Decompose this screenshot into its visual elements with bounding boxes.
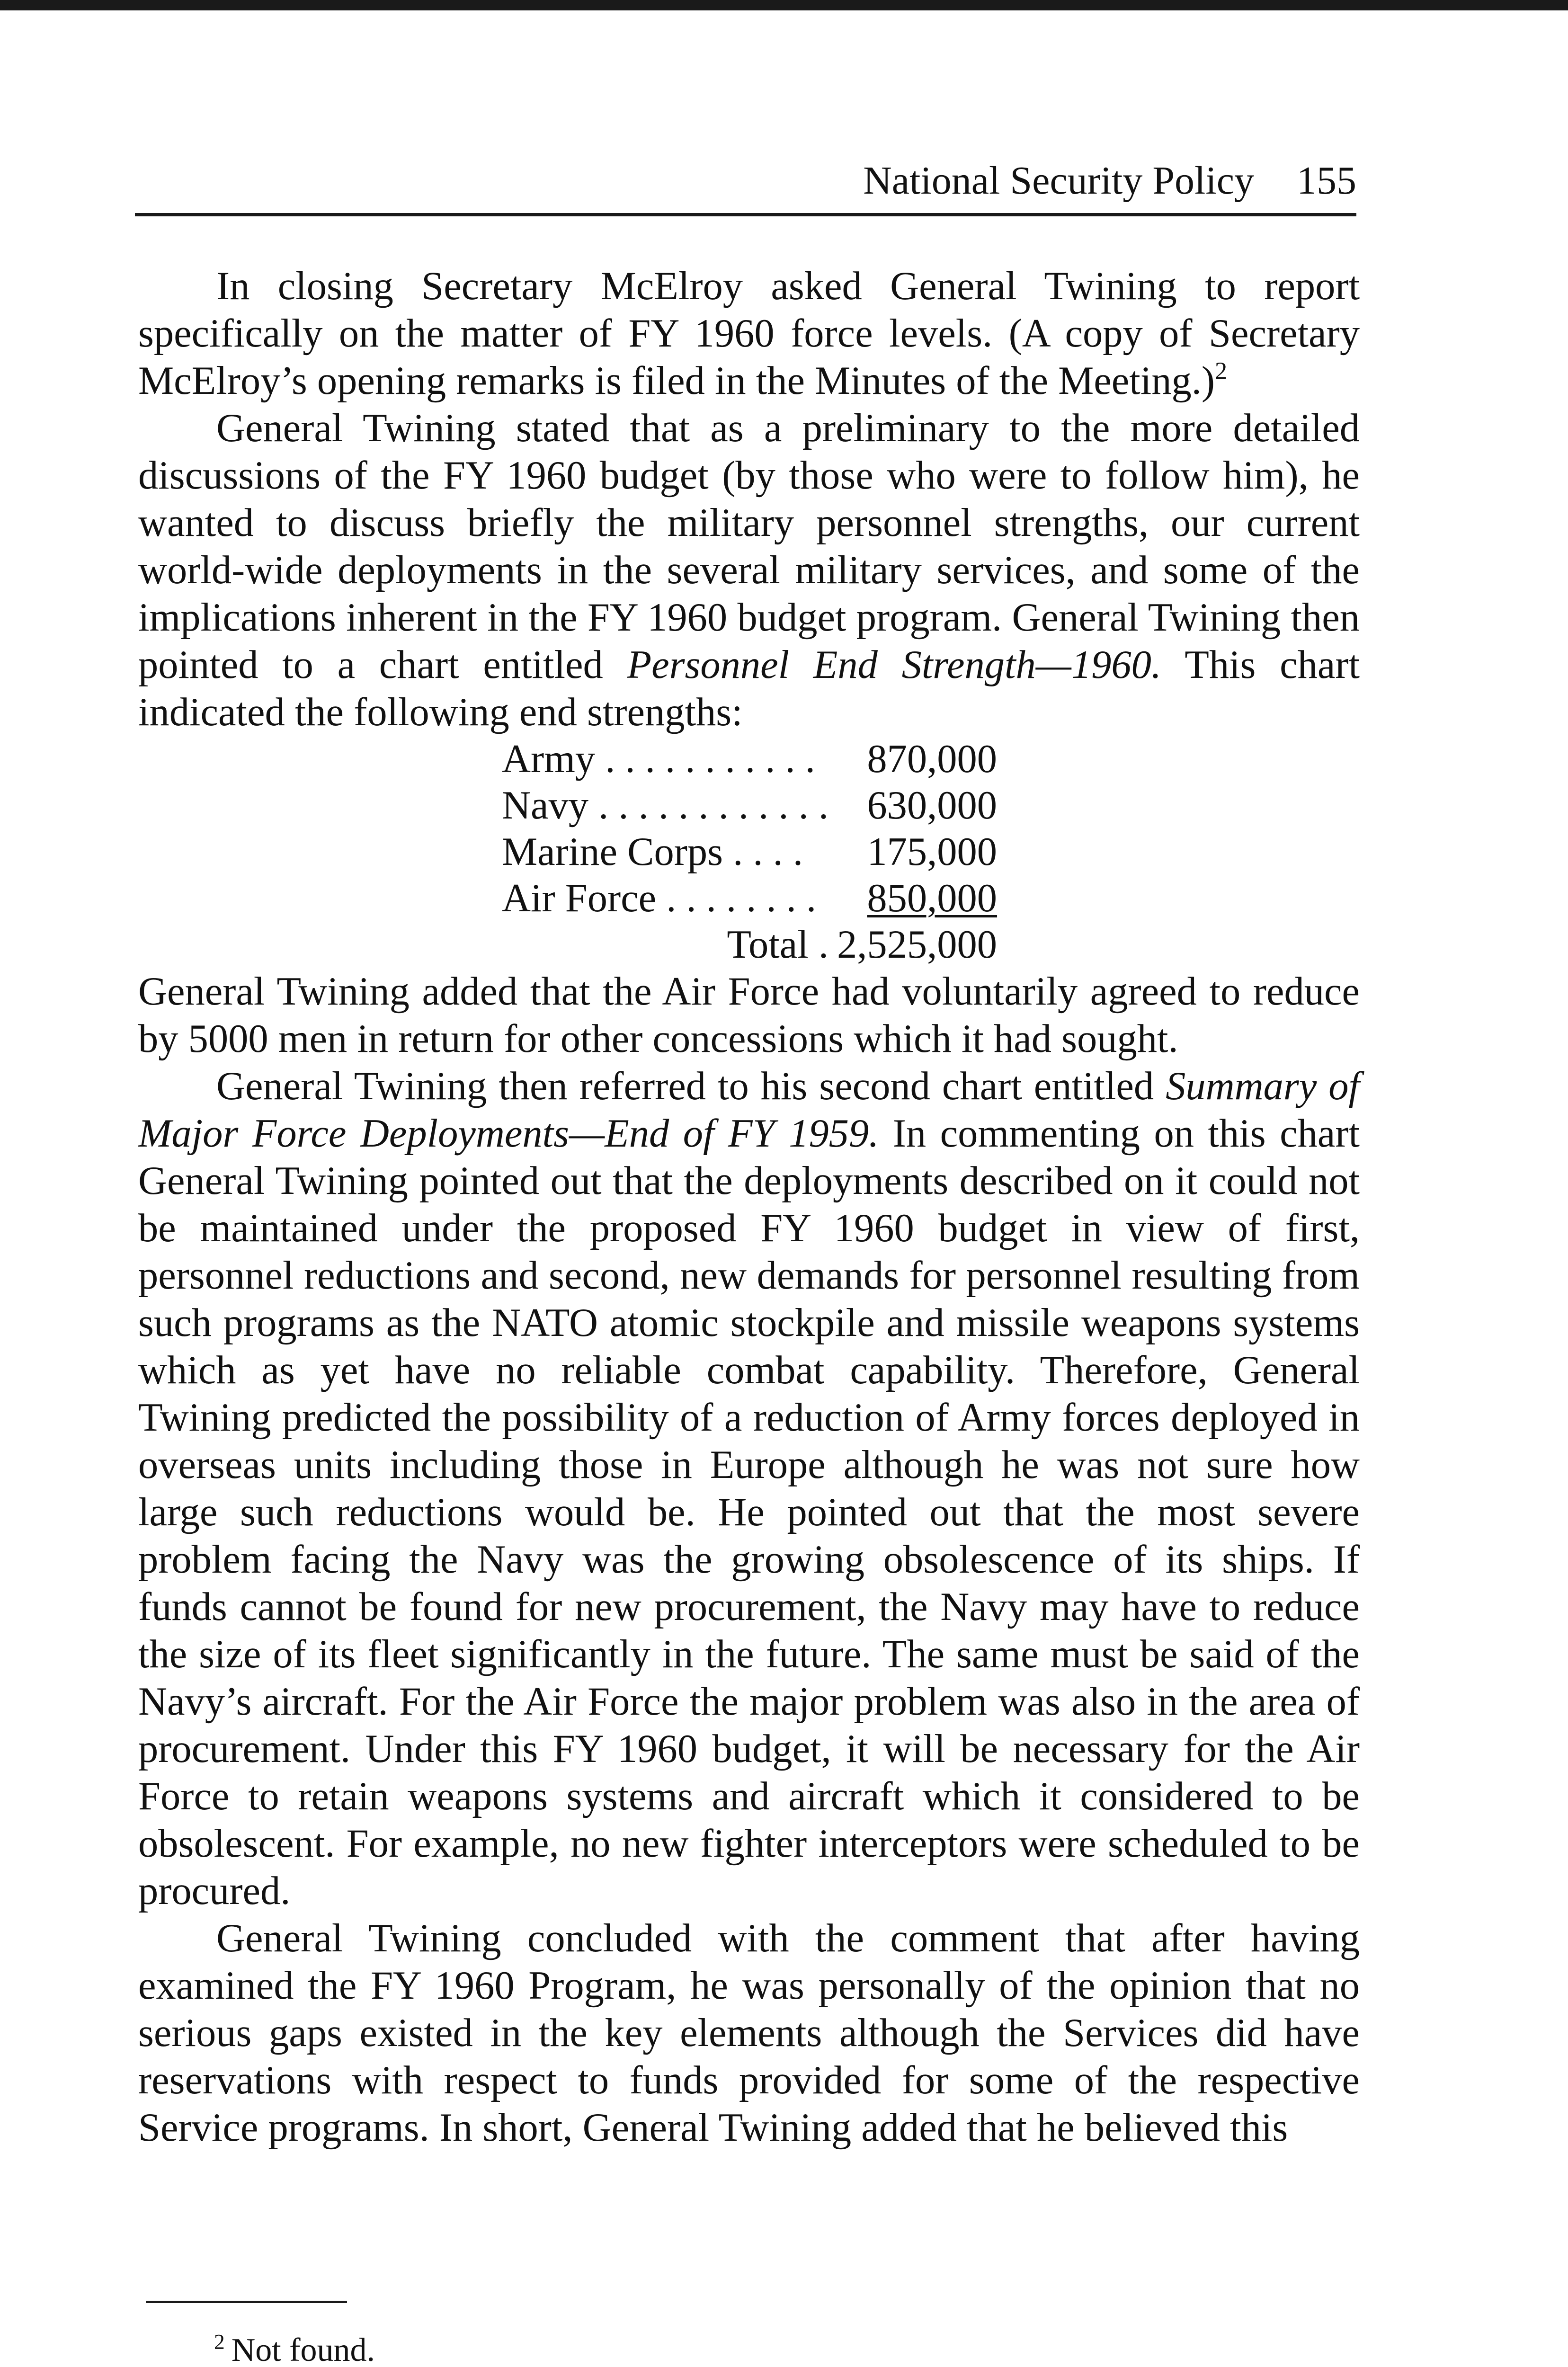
paragraph-force-deployments [138, 1063, 1360, 1915]
service-label [502, 829, 829, 875]
paragraph-text: General Twining stated that as a preliminary to the more detailed discussions of the FY 1960 budget (by those who were to follow him), he wanted to discuss briefly the military personnel strengths, our current world-wide deployments in the several military services, and some of the implications inherent in the FY 1960 budget program. General Twining then pointed to a chart entitled [138, 406, 1360, 687]
table-row [502, 783, 997, 829]
service-name: Navy [502, 783, 589, 828]
paragraph-text: This chart indicated the following end strengths: [138, 643, 1360, 734]
strength-value [829, 875, 997, 922]
running-title: National Security Policy [863, 159, 1254, 203]
dot-leader: . . . . . . . . . . . [595, 737, 815, 781]
footnote-rule [146, 2301, 347, 2303]
service-label [502, 783, 829, 829]
paragraph-closing-remarks [138, 263, 1360, 405]
page-body [138, 263, 1360, 2152]
page-number: 155 [1297, 159, 1356, 203]
chart-title-deployments: Summary of Major Force Deployments—End of FY 1959. [138, 1064, 1360, 1156]
paragraph-text: General Twining then referred to his second chart entitled [216, 1064, 1166, 1108]
table-row [502, 829, 997, 875]
end-strength-table [502, 736, 997, 968]
footnote-reference: 2 [1215, 357, 1228, 385]
strength-value: 175,000 [867, 830, 998, 874]
running-header [135, 151, 1356, 216]
service-name: Marine Corps [502, 830, 723, 874]
service-label [502, 736, 829, 783]
footnote-number: 2 [214, 2329, 225, 2354]
footnote [214, 2329, 375, 2367]
table-row [502, 875, 997, 922]
underlined-value: 850,000 [867, 876, 998, 920]
paragraph-twining-statement [138, 405, 1360, 736]
header-text [863, 161, 1356, 201]
top-edge-rule [0, 0, 1568, 10]
service-name: Air Force [502, 876, 657, 920]
chart-title-personnel: Personnel End Strength—1960. [627, 643, 1162, 687]
paragraph-text: In closing Secretary McElroy asked General Twining to report specifically on the matter of FY 1960 force levels. (A copy of Secretary McElroy’s opening remarks is filed in the Minutes of the Meeting.) [138, 264, 1360, 403]
dot-leader: . . . . [723, 830, 803, 874]
table-total-row [502, 922, 997, 968]
service-name: Army [502, 737, 596, 781]
dot-leader: . . . . . . . . [656, 876, 817, 920]
footnote-text: Not found. [231, 2332, 375, 2367]
service-label [502, 875, 829, 922]
strength-value: 870,000 [867, 737, 998, 781]
strength-value: 630,000 [867, 783, 998, 828]
paragraph-conclusion: General Twining concluded with the comment that after having examined the FY 1960 Program, he was personally of the opinion that no serious gaps existed in the key elements although the Services did have reservations with respect to funds provided for some of the respective Service programs. In short, General Twining added that he believed this [138, 1916, 1360, 2150]
total-value: 2,525,000 [837, 923, 998, 967]
paragraph-text: In commenting on this chart General Twining pointed out that the deployments described on it could not be maintained under the proposed FY 1960 budget in view of first, personnel reductions and second, new demands for personnel resulting from such programs as the NATO atomic stockpile and missile weapons systems which as yet have no reliable combat capability. Therefore, General Twining predicted the possibility of a reduction of Army forces deployed in overseas units including those in Europe although he was not sure how large such reductions would be. He pointed out that the most severe problem facing the Navy was the growing obsolescence of its ships. If funds cannot be found for new procurement, the Navy may have to reduce the size of its fleet significantly in the future. The same must be said of the Navy’s aircraft. For the Air Force the major problem was also in the area of procurement. Under this FY 1960 budget, it will be necessary for the Air Force to retain weapons systems and aircraft which it considered to be obsolescent. For example, no new fighter interceptors were scheduled to be procured. [138, 1112, 1360, 1913]
table-row [502, 736, 997, 783]
dot-leader: . [808, 923, 829, 967]
total-text: Total [727, 923, 809, 967]
total-label [502, 922, 829, 968]
dot-leader: . . . . . . . . . . . . [588, 783, 829, 828]
paragraph-air-force-reduction: General Twining added that the Air Force had voluntarily agreed to reduce by 5000 men in return for other concessions which it had sought. [138, 970, 1360, 1061]
